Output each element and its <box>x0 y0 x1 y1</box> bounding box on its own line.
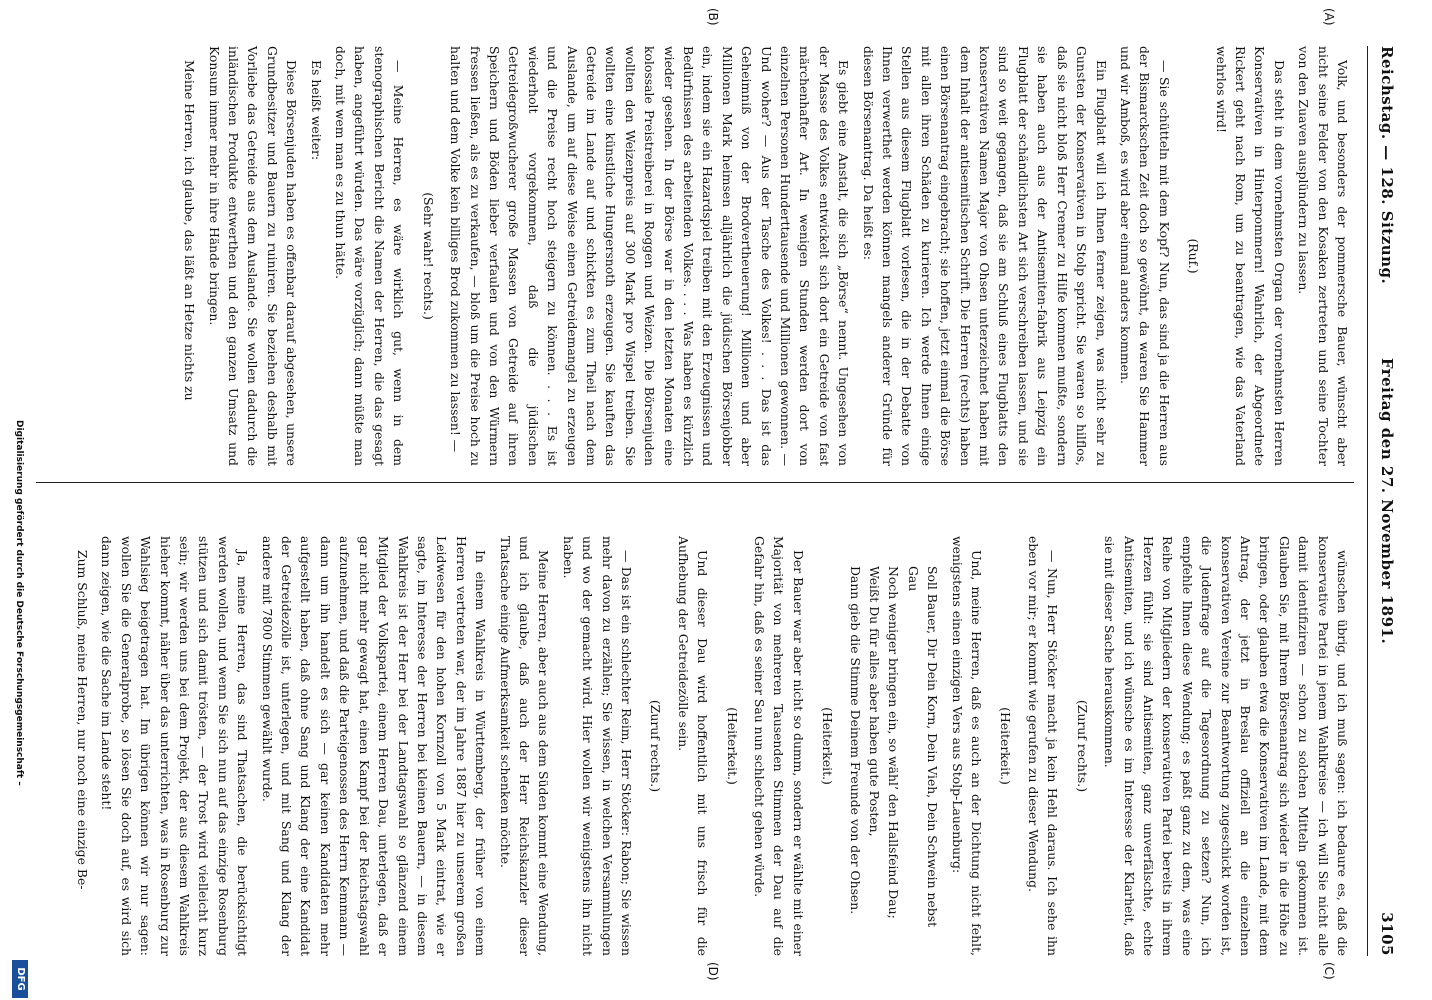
digitization-credit: Digitalisierung gefördert durch die Deutsche Forschungsgemeinschaft – <box>14 420 24 786</box>
dfg-logo: DFG <box>12 960 28 998</box>
interjection: (Heiterkeit.) <box>724 707 740 785</box>
margin-marker-a: (A) <box>1322 8 1336 26</box>
interjection: (Zuruf rechts.) <box>1074 699 1090 793</box>
paragraph: — Meine Herren, es wäre wirklich gut, wenn in dem stenographischen Bericht die Namen der Herren, die das gesagt haben, angeführt würden. Das wäre vorzüglich; dann müßte man doch, mit wem man es zu thun hätte. <box>333 46 407 466</box>
paragraph: Ja, meine Herren, das sind Thatsachen, die berücksichtigt werden wollen, und wenn Sie sich nun auf das einzige Rosenburg stützen und sich damit trösten, — der Trost wird vielleicht kurz sein; wir werden uns bei dem Projekt, der aus diesem Wahlkreis hieher kommt, näher über das unterrichten, was in Rosenburg zur Wahlsieg beigetragen hat. Im übrigen können wir nur sagen: wollen Sie die Generalprobe, so lösen Sie doch auf, es wird sich dann zeigen, wie die Sache im Lande steht! <box>99 536 251 956</box>
paragraph: Es heißt weiter: <box>308 60 324 161</box>
verse-line: Weißt Du für alles aber haben gute Posten, <box>867 566 883 837</box>
margin-marker-b: (B) <box>706 8 720 26</box>
paragraph: — Nun, Herr Stöcker macht ja kein Hehl daraus. Ich sehe ihn eben vor mir; er kommt wie gerufen zu dieser Wendung. <box>1025 536 1061 956</box>
paragraph: Meine Herren, aber auch aus dem Süden kommt eine Wendung, und ich glaube, daß auch der Herr Reichskanzler dieser Thatsache einige Aufmerksamkeit schenken möchte. <box>497 536 552 956</box>
page-number: 3105 <box>1378 912 1396 956</box>
column-divider <box>36 482 1354 483</box>
paragraph: — Das ist ein schlechter Reim, Herr Stöcker: Rabon; Sie wissen mehr davon zu erzählen; Sie wissen, in welchen Versammlungen und wo der gemacht wird. Hier wollen wir wenigstens ihn nicht haben. <box>560 536 634 956</box>
interjection: (Zuruf rechts.) <box>648 699 664 793</box>
interjection: (Heiterkeit.) <box>998 707 1014 785</box>
paragraph: Ein Flugblatt will ich Ihnen ferner zeigen, was nicht sehr zu Gunsten der Konservativen in Stolp spricht. Sie waren so hilflos, daß sie nicht bloß Herr Cremer zu Hilfe kommen mußte, sondern sie haben auch aus der Antisemiten-fabrik aus Leipzig ein Flugblatt der schändlichsten Art sich verschreiben lassen, und sie sind so weit gegangen, daß sie am Schluß eines Flugblatts den konservativen Namen Major von Ohsen unterzeichnet haben mit dem Inhalt der antisemitischen Schrift. Die Herren (rechts) haben einen Börsenantrag eingebracht; sie hoffen, jetzt einmal die Börse mit allen ihren Schäden zu kurieren. Ich werde Ihnen einige Stellen aus diesem Flugblatt vorlesen, die in der Debatte von Ihnen verwerthet werden können mangels anderer Gründe für diesen Börsenantrag. Da heißt es: <box>860 46 1109 466</box>
interjection: (Ruf.) <box>1186 238 1202 274</box>
page-header <box>1372 46 1396 956</box>
paragraph: Es giebt eine Anstalt, die sich „Börse“ nennt. Ungesehen von der Masse des Volkes entwickelt sich dort ein Getreide von fast märchenhafter Art. In wenigen Stunden werden dort von einzelnen Personen Hunderttausende und Millionen gewonnen. — Und woher? — Aus der Tasche des Volkes! . . . Das ist das Geheimniß von der Brodvertheuerung! Millionen und aber Millionen Mark heimsen alljährlich die jüdischen Börsenjobber ein, indem sie ein Hazardspiel treiben mit den Erzeugnissen und Bedürfnissen des arbeitenden Volkes. . . . Was haben es kürzlich wieder gesehen. In der Börse war in den letzten Monaten eine kolossale Preistreiberei in Roggen und Weizen. Die Börsenjuden wollten den Weizenpreis auf 300 Mark pro Wispel treiben. Sie wollten eine künstliche Hungersnoth erzeugen. Sie kauften das Getreide im Lande auf und schickten es zum Theil nach dem Auslande, um auf diese Weise einen Getreidemangel zu erzeugen und die Preise recht hoch steigern zu können. . . . Es ist wiederholt vorgekommen, daß die jüdischen Getreidegroßwucherer große Massen von Getreide auf ihren Speichern und Böden lieber verfaulen und von den Würmern fressen ließen, als es zu verkaufen, — bloß um die Preise hoch zu halten und dem Volke kein billiges Brod zukommen zu lassen! — <box>448 46 852 466</box>
left-text-column <box>42 46 1352 466</box>
paragraph: — Sie schütteln mit dem Kopf? Nun, das sind ja die Herren aus der Bismarckschen Zeit doch so gewöhnt, da waren Sie Hammer und wir Amboß, es wird aber einmal anders kommen. <box>1117 46 1172 466</box>
verse-line: Dann gieb die Stimme Deinem Freunde von der Ohsen. <box>847 566 863 915</box>
margin-marker-d: (D) <box>706 962 720 981</box>
paragraph: In einem Wahlkreis in Württemberg, der früher von einem Herren vertreten war, der im Jahre 1887 hier zu unserem großen Leidwesen für den hohen Kornzoll von 5 Mark eintrat, wie er sagte, im Interesse der Herren bei kleinen Bauern, — in diesem Wahlkreis ist der Herr bei der Landtagswahl so glänzend einem Mitglied der Volkspartei, einem Herren Dau, unterlegen, daß er gar nicht mehr gewagt hat, einen Kampf bei der Reichstagswahl aufzunehmen, und daß die Parteigenossen des Herrn Kemmann — dann um ihn handelt es sich — gar keinen Kandidaten mehr aufgestellt haben, daß ohne Sang und Klang der eine Kandidat der Getreidezölle ist, unterlegen, und mit Sang und Klang der andere mit 7800 Stimmen gewählt wurde. <box>259 536 489 956</box>
header-rule <box>1367 46 1368 956</box>
paragraph: Meine Herren, ich glaube, das läßt an Hetze nichts zu <box>182 60 198 401</box>
paragraph: wünschen übrig, und ich muß sagen: ich bedaure es, daß die konservative Partei in jenem Wahlkreise — ich will Sie nicht alle damit identifiziren — schon zu solchen Mitteln gekommen ist. Glauben Sie, mit Ihrem Börsenantrag sich wieder in die Höhe zu bringen, oder glauben etwa die Konservativen im Lande, mit dem Antrag, der jetzt in Breslau offiziell an die einzelnen konservativen Vereine zur Beantwortung zugeschickt worden ist, die Judenfrage auf die Tagesordnung zu setzen? Nun, ich empfehle Ihnen diese Wendung; es paßt ganz zu dem, was eine Reihe von Mitgliedern der konservativen Partei bereits in ihrem Herzen fühlt: sie sind Antisemiten, ganz unverfälschte, echte Antisemiten, und ich wünsche es im Interesse der Klarheit, daß sie mit dieser Sache herauskommen. <box>1102 536 1350 956</box>
interjection: (Sehr wahr! rechts.) <box>420 192 436 320</box>
verse-line: Noch weniger bringen ein, so wähl’ den Hallsfeind Dau; <box>886 566 902 919</box>
right-text-column <box>42 536 1352 956</box>
margin-marker-c: (C) <box>1322 962 1336 980</box>
interjection: (Heiterkeit.) <box>820 707 836 785</box>
paragraph: Diese Börsenjuden haben es offenbar darauf abgesehen, unsere Grundbesitzer und Bauern zu ruiniren. Sie beziehen deshalb mit Vorliebe das Getreide aus dem Auslande. Sie wollen dadurch die inländischen Produkte entwerthen und den ganzen Umsatz und Konsum immer mehr in ihre Hände bringen. <box>206 46 300 466</box>
header-date: Freitag den 27. November 1891. <box>1378 357 1396 645</box>
paragraph: Der Bauer war aber nicht so dumm, sondern er wählte mit einer Majorität von mehreren Tausenden Stimmen der Dau auf die Gefahr hin, daß es seiner Sau nun schlecht gehen würde. <box>752 536 806 956</box>
verse-line: Soll Bauer, Dir Dein Korn, Dein Vieh, Dein Schwein nebst Gau <box>905 566 941 928</box>
paragraph: Zum Schluß, meine Herren, nur noch eine einzige Be- <box>75 550 91 890</box>
paragraph: Das steht in dem vornehmsten Organ der vornehmsten Herren Konservativen in Hinterpommern! Wahrlich, der Abgeordnete Rickert geht nach Rom, um zu beantragen, wie das Vaterland wehrlos wird! <box>1213 46 1287 466</box>
header-session: Reichstag. — 128. Sitzung. <box>1378 46 1396 285</box>
paragraph: Volk, und besonders der pommersche Bauer, wünscht aber nicht seine Felder von den Kosaken zertreten und seine Tochter von den Zuaven ausplündern zu lassen. <box>1296 46 1350 466</box>
paragraph: Und dieser Dau wird hoffentlich mit uns frisch für die Aufhebung der Getreidezölle sein. <box>675 536 711 956</box>
paragraph: Und, meine Herren, daß es auch an der Dichtung nicht fehlt, wenigstens einen einzigen Vers aus Stolp-Lauenburg: <box>949 536 985 956</box>
